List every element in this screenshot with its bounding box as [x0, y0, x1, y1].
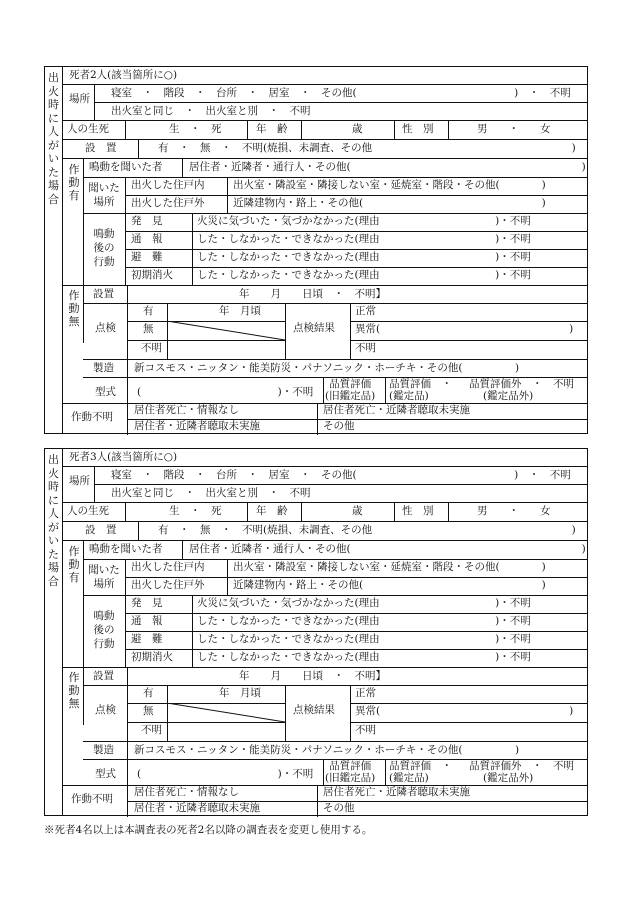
result-label: 点検結果 [293, 704, 335, 716]
inspect-no: 無 [143, 705, 154, 717]
location-room-relation: 出火室と同じ ・ 出火室と別 ・ 不明 [111, 105, 311, 117]
heard-label: 鳴動を聞いた者 [89, 543, 163, 555]
maker-value: 新コスモス・ニッタン・能美防災・パナソニック・ホーチキ・その他( ) [134, 362, 520, 374]
action-discovery-value: 火災に気づいた・気づかなかった(理由 )・不明 [197, 215, 531, 227]
heard-place-label: 聞いた 場所 [88, 182, 120, 208]
diagonal-slash [167, 321, 285, 340]
quality-old-approved: 品質評価 (旧鑑定品) [325, 378, 376, 402]
unknown-operation-label: 作動不明 [71, 793, 113, 805]
operated-label: 作 動 有 [68, 545, 80, 584]
action-initial-extinguish-label: 初期消火 [131, 269, 173, 281]
sex-label: 性 別 [402, 123, 434, 135]
out-unit-label: 出火した住戸外 [131, 197, 205, 209]
inspect-unknown: 不明 [141, 724, 162, 736]
maker-label: 製造 [93, 362, 114, 374]
not-operated-label: 作 動 無 [68, 289, 80, 328]
out-unit-value: 近隣建物内・路上・その他( ) [233, 197, 546, 209]
model-label: 型式 [95, 768, 116, 780]
action-evacuation-label: 避 難 [131, 633, 163, 645]
form-header: 死者3人(該当箇所に○) [69, 451, 178, 463]
heard-value: 居住者・近隣者・通行人・その他( ) [189, 161, 586, 173]
heard-label: 鳴動を聞いた者 [89, 161, 163, 173]
out-unit-label: 出火した住戸外 [131, 579, 205, 591]
setup-value: 年 月 日頃 ・ 不明】 [239, 670, 386, 682]
unknown-item-3: 居住者・近隣者聴取未実施 [134, 802, 260, 814]
model-label: 型式 [95, 386, 116, 398]
age-label: 年 齢 [256, 505, 288, 517]
result-abnormal: 異常( ) [355, 323, 574, 335]
inspect-date: 年 月頃 [219, 687, 261, 699]
setup-label: 設置 [93, 670, 114, 682]
action-evacuation-label: 避 難 [131, 251, 163, 263]
setup-value: 年 月 日頃 ・ 不明】 [239, 288, 386, 300]
quality-approved: 品質評価 ・ (鑑定品) [389, 760, 452, 784]
model-value: ( )・不明 [137, 768, 314, 780]
unknown-item-4: その他 [323, 802, 355, 814]
result-unknown: 不明 [355, 724, 376, 736]
inspect-no: 無 [143, 323, 154, 335]
action-discovery-label: 発 見 [131, 215, 163, 227]
form-header: 死者2人(該当箇所に○) [69, 69, 178, 81]
survival-value: 生 ・ 死 [169, 123, 222, 135]
install-label: 設 置 [85, 524, 117, 536]
sex-value: 男 ・ 女 [477, 123, 551, 135]
in-unit-value: 出火室・隣設室・隣接しない室・延焼室・階段・その他( ) [233, 561, 546, 573]
action-report-value: した・しなかった・できなかった(理由 )・不明 [197, 615, 531, 627]
inspect-yes: 有 [143, 305, 154, 317]
inspect-label: 点検 [95, 322, 116, 334]
after-alarm-label: 鳴動 後の 行動 [93, 228, 115, 268]
location-label: 場所 [69, 475, 90, 487]
action-report-value: した・しなかった・できなかった(理由 )・不明 [197, 233, 531, 245]
action-report-label: 通 報 [131, 615, 163, 627]
action-discovery-value: 火災に気づいた・気づかなかった(理由 )・不明 [197, 597, 531, 609]
survival-label: 人の生死 [67, 505, 109, 517]
in-unit-value: 出火室・隣設室・隣接しない室・延焼室・階段・その他( ) [233, 179, 546, 191]
survey-form-1 [44, 66, 588, 434]
sex-label: 性 別 [402, 505, 434, 517]
survival-label: 人の生死 [67, 123, 109, 135]
location-room-relation: 出火室と同じ ・ 出火室と別 ・ 不明 [111, 487, 311, 499]
unknown-item-3: 居住者・近隣者聴取未実施 [134, 420, 260, 432]
maker-value: 新コスモス・ニッタン・能美防災・パナソニック・ホーチキ・その他( ) [134, 744, 520, 756]
inspect-unknown: 不明 [141, 342, 162, 354]
action-evacuation-value: した・しなかった・できなかった(理由 )・不明 [197, 633, 531, 645]
unknown-item-1: 居住者死亡・情報なし [134, 786, 239, 798]
operated-label: 作 動 有 [68, 163, 80, 202]
survival-value: 生 ・ 死 [169, 505, 222, 517]
quality-non-approved: 品質評価外 ・ 不明 (鑑定品外) [469, 378, 574, 402]
quality-approved: 品質評価 ・ (鑑定品) [389, 378, 452, 402]
result-label: 点検結果 [293, 322, 335, 334]
unknown-operation-label: 作動不明 [71, 411, 113, 423]
action-initial-extinguish-value: した・しなかった・できなかった(理由 )・不明 [197, 269, 531, 281]
quality-old-approved: 品質評価 (旧鑑定品) [325, 760, 376, 784]
action-discovery-label: 発 見 [131, 597, 163, 609]
after-alarm-label: 鳴動 後の 行動 [93, 610, 115, 650]
inspect-yes: 有 [143, 687, 154, 699]
install-value: 有 ・ 無 ・ 不明(焼損、未調査、その他 ) [158, 524, 576, 536]
quality-non-approved: 品質評価外 ・ 不明 (鑑定品外) [469, 760, 574, 784]
location-options: 寝室 ・ 階段 ・ 台所 ・ 居室 ・ その他( ) ・ 不明 [111, 87, 571, 99]
unknown-item-4: その他 [323, 420, 355, 432]
heard-value: 居住者・近隣者・通行人・その他( ) [189, 543, 586, 555]
install-label: 設 置 [85, 142, 117, 154]
heard-place-label: 聞いた 場所 [88, 564, 120, 590]
age-unit: 歳 [352, 123, 363, 135]
action-initial-extinguish-value: した・しなかった・できなかった(理由 )・不明 [197, 651, 531, 663]
result-normal: 正常 [355, 687, 376, 699]
install-value: 有 ・ 無 ・ 不明(焼損、未調査、その他 ) [158, 142, 576, 154]
action-report-label: 通 報 [131, 233, 163, 245]
in-unit-label: 出火した住戸内 [131, 561, 205, 573]
result-normal: 正常 [355, 305, 376, 317]
diagonal-slash [167, 703, 285, 722]
unknown-item-2: 居住者死亡・近隣者聴取未実施 [323, 404, 470, 416]
not-operated-label: 作 動 無 [68, 671, 80, 710]
survey-form-2 [44, 448, 588, 816]
unknown-item-2: 居住者死亡・近隣者聴取未実施 [323, 786, 470, 798]
location-label: 場所 [69, 93, 90, 105]
side-title: 出 火 時 に 人 が い た 場 合 [45, 67, 63, 433]
out-unit-value: 近隣建物内・路上・その他( ) [233, 579, 546, 591]
action-evacuation-value: した・しなかった・できなかった(理由 )・不明 [197, 251, 531, 263]
footnote: ※死者4名以上は本調査表の死者2名以降の調査表を変更し使用する。 [44, 824, 373, 836]
sex-value: 男 ・ 女 [477, 505, 551, 517]
result-unknown: 不明 [355, 342, 376, 354]
age-label: 年 齢 [256, 123, 288, 135]
result-abnormal: 異常( ) [355, 705, 574, 717]
in-unit-label: 出火した住戸内 [131, 179, 205, 191]
age-unit: 歳 [352, 505, 363, 517]
unknown-item-1: 居住者死亡・情報なし [134, 404, 239, 416]
maker-label: 製造 [93, 744, 114, 756]
setup-label: 設置 [93, 288, 114, 300]
side-title: 出 火 時 に 人 が い た 場 合 [45, 449, 63, 815]
action-initial-extinguish-label: 初期消火 [131, 651, 173, 663]
inspect-date: 年 月頃 [219, 305, 261, 317]
inspect-label: 点検 [95, 704, 116, 716]
model-value: ( )・不明 [137, 386, 314, 398]
location-options: 寝室 ・ 階段 ・ 台所 ・ 居室 ・ その他( ) ・ 不明 [111, 469, 571, 481]
